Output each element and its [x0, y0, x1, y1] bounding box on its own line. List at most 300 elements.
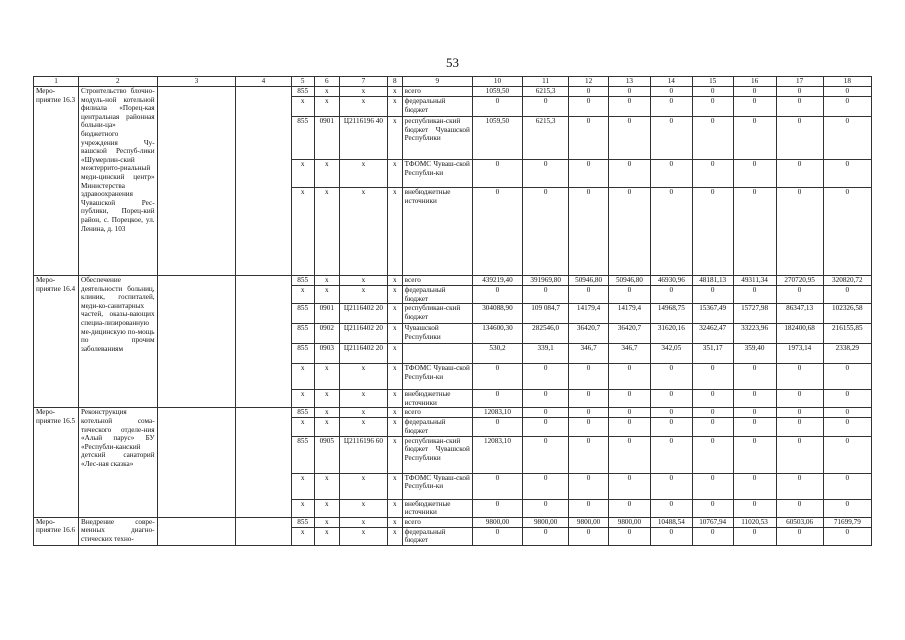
- amount-col-16: 0: [733, 390, 776, 408]
- amount-col-15: 0: [692, 527, 733, 545]
- expense-type-code: x: [388, 87, 403, 97]
- amount-col-11: 0: [523, 97, 569, 117]
- amount-col-12: 0: [569, 286, 609, 304]
- grbs-code: 855: [291, 408, 314, 418]
- amount-col-16: 0: [733, 160, 776, 188]
- amount-col-10: 530,2: [472, 344, 522, 364]
- section-code: 0901: [314, 117, 339, 160]
- expense-type-code: x: [388, 436, 403, 473]
- expense-type-code: x: [388, 418, 403, 436]
- budget-table: [33, 76, 872, 546]
- expense-type-code: x: [388, 517, 403, 527]
- target-article-code: x: [339, 517, 387, 527]
- amount-col-16: 0: [733, 527, 776, 545]
- section-code: x: [314, 364, 339, 390]
- amount-col-18: 0: [823, 97, 871, 117]
- amount-col-15: 0: [692, 499, 733, 517]
- funding-source: федеральный бюджет: [402, 527, 472, 545]
- grbs-code: x: [291, 418, 314, 436]
- grbs-code: 855: [291, 436, 314, 473]
- amount-col-17: 0: [776, 408, 823, 418]
- amount-col-10: 304088,90: [472, 304, 522, 324]
- expense-type-code: x: [388, 188, 403, 276]
- amount-col-18: 0: [823, 160, 871, 188]
- amount-col-12: 0: [569, 97, 609, 117]
- section-code: 0902: [314, 324, 339, 344]
- amount-col-18: 0: [823, 364, 871, 390]
- funding-source: федеральный бюджет: [402, 97, 472, 117]
- amount-col-18: 71699,79: [823, 517, 871, 527]
- section-code: x: [314, 97, 339, 117]
- measure-label: Меро-приятие 16.6: [34, 517, 79, 545]
- amount-col-12: 36420,7: [569, 324, 609, 344]
- amount-col-12: 0: [569, 527, 609, 545]
- amount-col-13: 0: [608, 390, 650, 408]
- funding-source: всего: [402, 87, 472, 97]
- grbs-code: 855: [291, 117, 314, 160]
- column-number-4: 4: [236, 77, 292, 87]
- amount-col-18: 0: [823, 117, 871, 160]
- funding-source: федеральный бюджет: [402, 418, 472, 436]
- amount-col-15: 351,17: [692, 344, 733, 364]
- amount-col-10: 0: [472, 160, 522, 188]
- expense-type-code: x: [388, 527, 403, 545]
- target-article-code: x: [339, 364, 387, 390]
- amount-col-11: 0: [523, 418, 569, 436]
- section-code: x: [314, 276, 339, 286]
- amount-col-11: 339,1: [523, 344, 569, 364]
- section-code: x: [314, 188, 339, 276]
- amount-col-16: 0: [733, 97, 776, 117]
- target-article-code: x: [339, 286, 387, 304]
- amount-col-15: 48181,13: [692, 276, 733, 286]
- amount-col-16: 0: [733, 286, 776, 304]
- amount-col-18: 0: [823, 527, 871, 545]
- amount-col-15: 0: [692, 160, 733, 188]
- amount-col-14: 0: [650, 87, 692, 97]
- amount-col-13: 0: [608, 408, 650, 418]
- amount-col-14: 31620,16: [650, 324, 692, 344]
- amount-col-13: 0: [608, 160, 650, 188]
- amount-col-12: 9800,00: [569, 517, 609, 527]
- amount-col-18: 0: [823, 87, 871, 97]
- grbs-code: 855: [291, 324, 314, 344]
- target-article-code: Ц2116402 20: [339, 324, 387, 344]
- column-number-1: 1: [34, 77, 79, 87]
- expense-type-code: x: [388, 390, 403, 408]
- funding-source: федеральный бюджет: [402, 286, 472, 304]
- section-code: x: [314, 160, 339, 188]
- amount-col-16: 0: [733, 408, 776, 418]
- amount-col-14: 46930,96: [650, 276, 692, 286]
- amount-col-17: 0: [776, 418, 823, 436]
- amount-col-18: 0: [823, 188, 871, 276]
- amount-col-11: 9800,00: [523, 517, 569, 527]
- section-code: x: [314, 87, 339, 97]
- expense-type-code: x: [388, 344, 403, 364]
- column-number-6: 6: [314, 77, 339, 87]
- funding-source: республикан-ский бюджет Чувашской Республики: [402, 117, 472, 160]
- amount-col-10: 1059,50: [472, 117, 522, 160]
- amount-col-14: 0: [650, 418, 692, 436]
- amount-col-12: 0: [569, 160, 609, 188]
- section-code: x: [314, 499, 339, 517]
- section-code: 0905: [314, 436, 339, 473]
- amount-col-13: 0: [608, 286, 650, 304]
- amount-col-12: 50946,80: [569, 276, 609, 286]
- amount-col-11: 0: [523, 436, 569, 473]
- column-number-15: 15: [692, 77, 733, 87]
- amount-col-11: 0: [523, 499, 569, 517]
- grbs-code: x: [291, 364, 314, 390]
- grbs-code: x: [291, 160, 314, 188]
- amount-col-10: 0: [472, 286, 522, 304]
- page-number: 53: [446, 55, 459, 70]
- amount-col-10: 0: [472, 499, 522, 517]
- amount-col-15: 0: [692, 87, 733, 97]
- amount-col-17: 0: [776, 364, 823, 390]
- amount-col-15: 0: [692, 188, 733, 276]
- target-article-code: Ц2116196 60: [339, 436, 387, 473]
- target-article-code: x: [339, 527, 387, 545]
- grbs-code: x: [291, 97, 314, 117]
- amount-col-15: 0: [692, 97, 733, 117]
- amount-col-15: 0: [692, 286, 733, 304]
- amount-col-16: 49311,34: [733, 276, 776, 286]
- amount-col-13: 0: [608, 527, 650, 545]
- funding-source: [402, 344, 472, 364]
- amount-col-13: 0: [608, 499, 650, 517]
- measure-label: Меро-приятие 16.3: [34, 87, 79, 276]
- target-article-code: x: [339, 87, 387, 97]
- amount-col-15: 15367,49: [692, 304, 733, 324]
- amount-col-11: 0: [523, 527, 569, 545]
- amount-col-13: 0: [608, 97, 650, 117]
- funding-source: всего: [402, 408, 472, 418]
- amount-col-10: 0: [472, 97, 522, 117]
- column-number-8: 8: [388, 77, 403, 87]
- section-code: x: [314, 517, 339, 527]
- amount-col-16: 0: [733, 418, 776, 436]
- section-code: 0903: [314, 344, 339, 364]
- amount-col-13: 0: [608, 188, 650, 276]
- amount-col-18: 0: [823, 436, 871, 473]
- grbs-code: x: [291, 188, 314, 276]
- grbs-code: x: [291, 499, 314, 517]
- amount-col-17: 0: [776, 117, 823, 160]
- amount-col-17: 0: [776, 97, 823, 117]
- amount-col-10: 0: [472, 418, 522, 436]
- amount-col-14: 0: [650, 499, 692, 517]
- target-article-code: x: [339, 276, 387, 286]
- amount-col-14: 0: [650, 390, 692, 408]
- column-number-10: 10: [472, 77, 522, 87]
- amount-col-16: 0: [733, 87, 776, 97]
- amount-col-13: 346,7: [608, 344, 650, 364]
- measure-description: Внедрение совре-менных диагно-стических техно-: [79, 517, 158, 545]
- amount-col-14: 0: [650, 527, 692, 545]
- amount-col-13: 0: [608, 117, 650, 160]
- amount-col-14: 0: [650, 473, 692, 499]
- amount-col-11: 0: [523, 188, 569, 276]
- amount-col-18: 320820,72: [823, 276, 871, 286]
- table-body: [34, 87, 872, 546]
- table-row: [34, 517, 872, 527]
- amount-col-11: 0: [523, 160, 569, 188]
- amount-col-11: 0: [523, 364, 569, 390]
- funding-source: ТФОМС Чуваш-ской Республи-ки: [402, 364, 472, 390]
- amount-col-10: 0: [472, 390, 522, 408]
- amount-col-16: 0: [733, 499, 776, 517]
- amount-col-16: 15727,98: [733, 304, 776, 324]
- grbs-code: x: [291, 390, 314, 408]
- expense-type-code: x: [388, 304, 403, 324]
- amount-col-13: 0: [608, 436, 650, 473]
- funding-source: внебюджетные источники: [402, 390, 472, 408]
- amount-col-13: 0: [608, 473, 650, 499]
- target-article-code: x: [339, 390, 387, 408]
- amount-col-14: 10488,54: [650, 517, 692, 527]
- amount-col-13: 9800,00: [608, 517, 650, 527]
- amount-col-14: 0: [650, 436, 692, 473]
- amount-col-17: 60503,06: [776, 517, 823, 527]
- measure-label: Меро-приятие 16.4: [34, 276, 79, 408]
- amount-col-11: 391969,80: [523, 276, 569, 286]
- amount-col-17: 0: [776, 473, 823, 499]
- target-article-code: x: [339, 188, 387, 276]
- amount-col-13: 14179,4: [608, 304, 650, 324]
- funding-source: внебюджетные источники: [402, 188, 472, 276]
- target-article-code: x: [339, 418, 387, 436]
- table-row: [34, 87, 872, 97]
- amount-col-17: 0: [776, 286, 823, 304]
- grbs-code: x: [291, 286, 314, 304]
- amount-col-10: 439219,40: [472, 276, 522, 286]
- amount-col-18: 2338,29: [823, 344, 871, 364]
- amount-col-16: 0: [733, 188, 776, 276]
- funding-source: внебюджетные источники: [402, 499, 472, 517]
- amount-col-16: 0: [733, 117, 776, 160]
- empty-cell-3: [157, 87, 236, 276]
- funding-source: ТФОМС Чуваш-ской Республи-ки: [402, 473, 472, 499]
- amount-col-17: 182400,68: [776, 324, 823, 344]
- amount-col-10: 9800,00: [472, 517, 522, 527]
- amount-col-17: 0: [776, 436, 823, 473]
- amount-col-11: 0: [523, 286, 569, 304]
- target-article-code: x: [339, 473, 387, 499]
- target-article-code: Ц2116402 20: [339, 344, 387, 364]
- amount-col-15: 32462,47: [692, 324, 733, 344]
- amount-col-10: 0: [472, 188, 522, 276]
- table-row: [34, 408, 872, 418]
- amount-col-10: 0: [472, 364, 522, 390]
- amount-col-11: 109 084,7: [523, 304, 569, 324]
- amount-col-15: 0: [692, 408, 733, 418]
- target-article-code: x: [339, 160, 387, 188]
- amount-col-12: 0: [569, 188, 609, 276]
- amount-col-14: 0: [650, 97, 692, 117]
- empty-cell-4: [236, 517, 292, 545]
- amount-col-17: 0: [776, 188, 823, 276]
- amount-col-10: 0: [472, 473, 522, 499]
- funding-source: всего: [402, 517, 472, 527]
- amount-col-18: 0: [823, 286, 871, 304]
- grbs-code: x: [291, 527, 314, 545]
- target-article-code: Ц2116196 40: [339, 117, 387, 160]
- amount-col-14: 0: [650, 117, 692, 160]
- grbs-code: 855: [291, 276, 314, 286]
- funding-source: Чувашской Республики: [402, 324, 472, 344]
- amount-col-15: 0: [692, 418, 733, 436]
- amount-col-14: 0: [650, 286, 692, 304]
- column-number-18: 18: [823, 77, 871, 87]
- target-article-code: x: [339, 97, 387, 117]
- amount-col-13: 0: [608, 418, 650, 436]
- amount-col-15: 0: [692, 473, 733, 499]
- column-number-13: 13: [608, 77, 650, 87]
- expense-type-code: x: [388, 408, 403, 418]
- amount-col-11: 0: [523, 408, 569, 418]
- amount-col-11: 0: [523, 473, 569, 499]
- amount-col-18: 0: [823, 418, 871, 436]
- column-number-5: 5: [291, 77, 314, 87]
- amount-col-14: 0: [650, 188, 692, 276]
- amount-col-18: 0: [823, 473, 871, 499]
- amount-col-12: 0: [569, 408, 609, 418]
- target-article-code: Ц2116402 20: [339, 304, 387, 324]
- column-number-16: 16: [733, 77, 776, 87]
- amount-col-14: 0: [650, 364, 692, 390]
- amount-col-11: 6215,3: [523, 87, 569, 97]
- grbs-code: 855: [291, 304, 314, 324]
- amount-col-18: 0: [823, 390, 871, 408]
- amount-col-17: 0: [776, 160, 823, 188]
- expense-type-code: x: [388, 324, 403, 344]
- amount-col-15: 0: [692, 364, 733, 390]
- amount-col-14: 342,05: [650, 344, 692, 364]
- amount-col-18: 0: [823, 499, 871, 517]
- amount-col-12: 0: [569, 390, 609, 408]
- amount-col-10: 12083,10: [472, 408, 522, 418]
- amount-col-12: 0: [569, 499, 609, 517]
- amount-col-17: 0: [776, 527, 823, 545]
- amount-col-17: 0: [776, 499, 823, 517]
- amount-col-12: 0: [569, 364, 609, 390]
- section-code: x: [314, 418, 339, 436]
- expense-type-code: x: [388, 499, 403, 517]
- column-number-3: 3: [157, 77, 236, 87]
- measure-label: Меро-приятие 16.5: [34, 408, 79, 517]
- amount-col-15: 0: [692, 117, 733, 160]
- amount-col-16: 11020,53: [733, 517, 776, 527]
- amount-col-17: 0: [776, 390, 823, 408]
- table-row: [34, 276, 872, 286]
- amount-col-12: 0: [569, 87, 609, 97]
- empty-cell-4: [236, 87, 292, 276]
- amount-col-12: 14179,4: [569, 304, 609, 324]
- amount-col-16: 0: [733, 473, 776, 499]
- amount-col-13: 0: [608, 364, 650, 390]
- amount-col-12: 0: [569, 117, 609, 160]
- funding-source: ТФОМС Чуваш-ской Республи-ки: [402, 160, 472, 188]
- amount-col-18: 102326,58: [823, 304, 871, 324]
- section-code: x: [314, 527, 339, 545]
- measure-description: Реконструкция котельной сома-тического отделе-ния «Алый парус» БУ «Республи-канский детский санаторий «Лес-ная сказка»: [79, 408, 158, 517]
- amount-col-17: 0: [776, 87, 823, 97]
- column-number-9: 9: [402, 77, 472, 87]
- expense-type-code: x: [388, 276, 403, 286]
- section-code: 0901: [314, 304, 339, 324]
- amount-col-11: 0: [523, 390, 569, 408]
- section-code: x: [314, 408, 339, 418]
- column-number-12: 12: [569, 77, 609, 87]
- amount-col-14: 0: [650, 408, 692, 418]
- funding-source: всего: [402, 276, 472, 286]
- column-number-2: 2: [79, 77, 158, 87]
- amount-col-12: 0: [569, 473, 609, 499]
- measure-description: Строительство блочно-модуль-ной котельной филиала «Порец-кая центральная районная больни-ца» бюджетного учреждения Чу-вашской Респуб-лики «Шумерлин-ский межтеррито-риальный меди-цинский центр» Министерства здравоохранения Чувашской Рес-публики, Порец-кий район, с. Порецкое, ул. Ленина, д. 103: [79, 87, 158, 276]
- expense-type-code: x: [388, 473, 403, 499]
- amount-col-16: 33223,96: [733, 324, 776, 344]
- amount-col-12: 0: [569, 436, 609, 473]
- column-number-14: 14: [650, 77, 692, 87]
- amount-col-17: 1973,14: [776, 344, 823, 364]
- amount-col-12: 0: [569, 418, 609, 436]
- column-number-row: [34, 77, 872, 87]
- target-article-code: x: [339, 499, 387, 517]
- expense-type-code: x: [388, 160, 403, 188]
- amount-col-13: 36420,7: [608, 324, 650, 344]
- amount-col-13: 0: [608, 87, 650, 97]
- amount-col-13: 50946,80: [608, 276, 650, 286]
- amount-col-16: 0: [733, 436, 776, 473]
- amount-col-17: 86347,13: [776, 304, 823, 324]
- expense-type-code: x: [388, 364, 403, 390]
- empty-cell-3: [157, 408, 236, 517]
- amount-col-10: 12083,10: [472, 436, 522, 473]
- grbs-code: 855: [291, 517, 314, 527]
- measure-description: Обеспечение деятельности больниц, клиник, госпиталей, меди-ко-санитарных частей, оказы-вающих специа-лизированную ме-дицинскую по-мощь по прочим заболеваниям: [79, 276, 158, 408]
- section-code: x: [314, 286, 339, 304]
- expense-type-code: x: [388, 97, 403, 117]
- empty-cell-3: [157, 276, 236, 408]
- amount-col-14: 0: [650, 160, 692, 188]
- amount-col-17: 270720,95: [776, 276, 823, 286]
- amount-col-15: 0: [692, 436, 733, 473]
- amount-col-11: 282546,0: [523, 324, 569, 344]
- amount-col-16: 0: [733, 364, 776, 390]
- empty-cell-4: [236, 276, 292, 408]
- section-code: x: [314, 390, 339, 408]
- amount-col-15: 0: [692, 390, 733, 408]
- amount-col-10: 134600,30: [472, 324, 522, 344]
- column-number-7: 7: [339, 77, 387, 87]
- grbs-code: x: [291, 473, 314, 499]
- amount-col-18: 216155,85: [823, 324, 871, 344]
- grbs-code: 855: [291, 87, 314, 97]
- empty-cell-4: [236, 408, 292, 517]
- amount-col-16: 359,40: [733, 344, 776, 364]
- funding-source: республикан-ский бюджет: [402, 304, 472, 324]
- amount-col-11: 6215,3: [523, 117, 569, 160]
- amount-col-10: 1059,50: [472, 87, 522, 97]
- amount-col-18: 0: [823, 408, 871, 418]
- amount-col-15: 10767,94: [692, 517, 733, 527]
- column-number-17: 17: [776, 77, 823, 87]
- amount-col-14: 14968,75: [650, 304, 692, 324]
- amount-col-10: 0: [472, 527, 522, 545]
- target-article-code: x: [339, 408, 387, 418]
